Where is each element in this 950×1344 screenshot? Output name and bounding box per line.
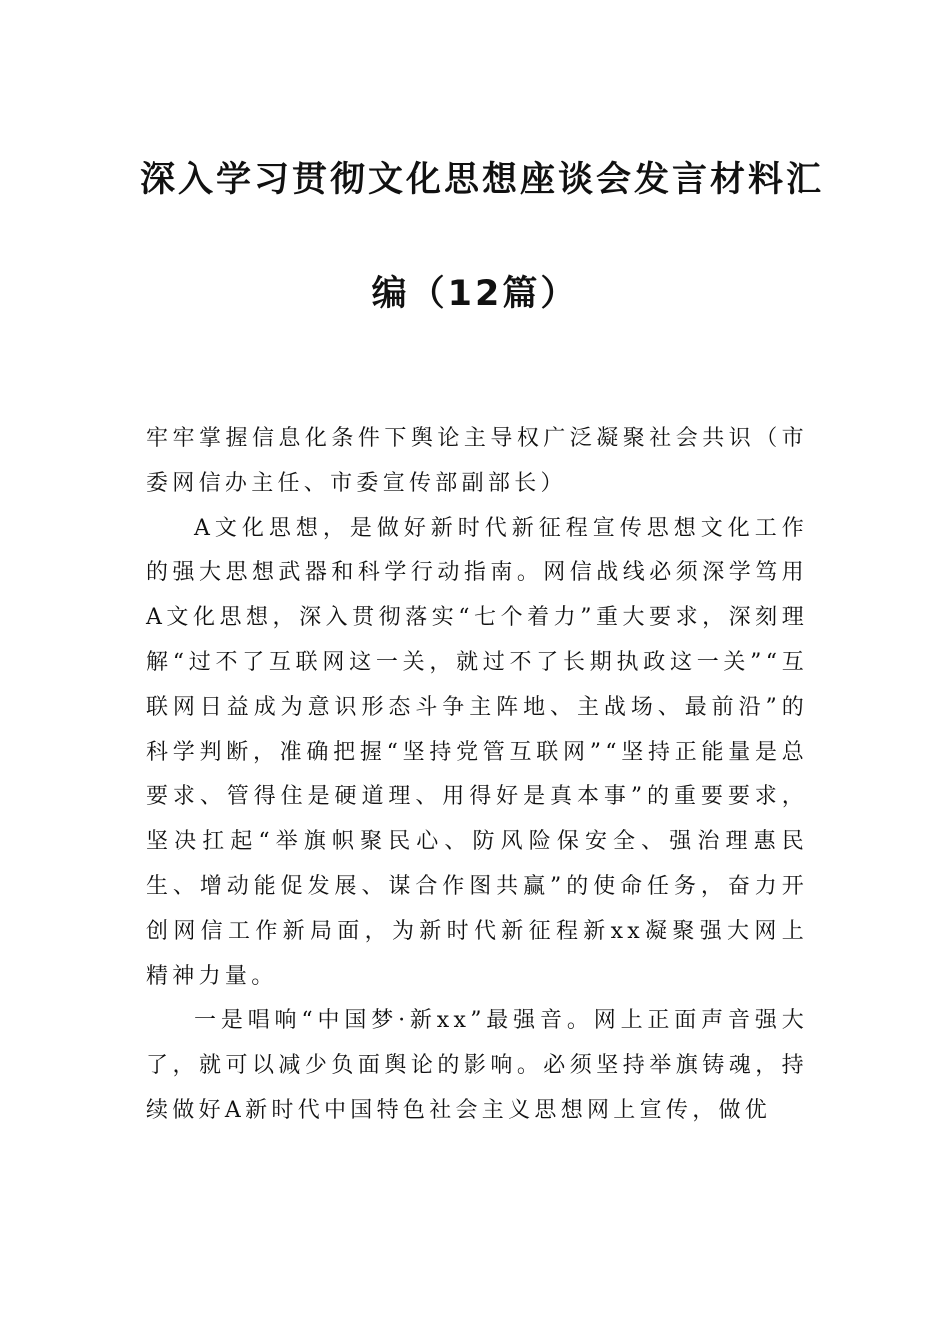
- document-title-line-2: 编（12篇）: [371, 274, 579, 314]
- body-paragraph-2: 一是唱响“中国梦·新xx”最强音。网上正面声音强大了，就可以减少负面舆论的影响。必须坚持举旗铸魂，持续做好A新时代中国特色社会主义思想网上宣传，做优: [146, 1008, 808, 1123]
- body-paragraph-1: A文化思想，是做好新时代新征程宣传思想文化工作的强大思想武器和科学行动指南。网信战线必须深学笃用A文化思想，深入贯彻落实“七个着力”重大要求，深刻理解“过不了互联网这一关，就过不了长期执政这一关”“互联网日益成为意识形态斗争主阵地、主战场、最前沿”的科学判断，准确把握“坚持党管互联网”“坚持正能量是总要求、管得住是硬道理、用得好是真本事”的重要要求，坚决扛起“举旗帜聚民心、防风险保安全、强治理惠民生、增动能促发展、谋合作图共赢”的使命任务，奋力开创网信工作新局面，为新时代新征程新xx凝聚强大网上精神力量。: [146, 515, 808, 989]
- document-title-line-1: 深入学习贯彻文化思想座谈会发言材料汇: [140, 160, 825, 200]
- article-subtitle: 牢牢掌握信息化条件下舆论主导权广泛凝聚社会共识（市委网信办主任、市委宣传部副部长）: [146, 426, 808, 496]
- document-body: [146, 417, 808, 1134]
